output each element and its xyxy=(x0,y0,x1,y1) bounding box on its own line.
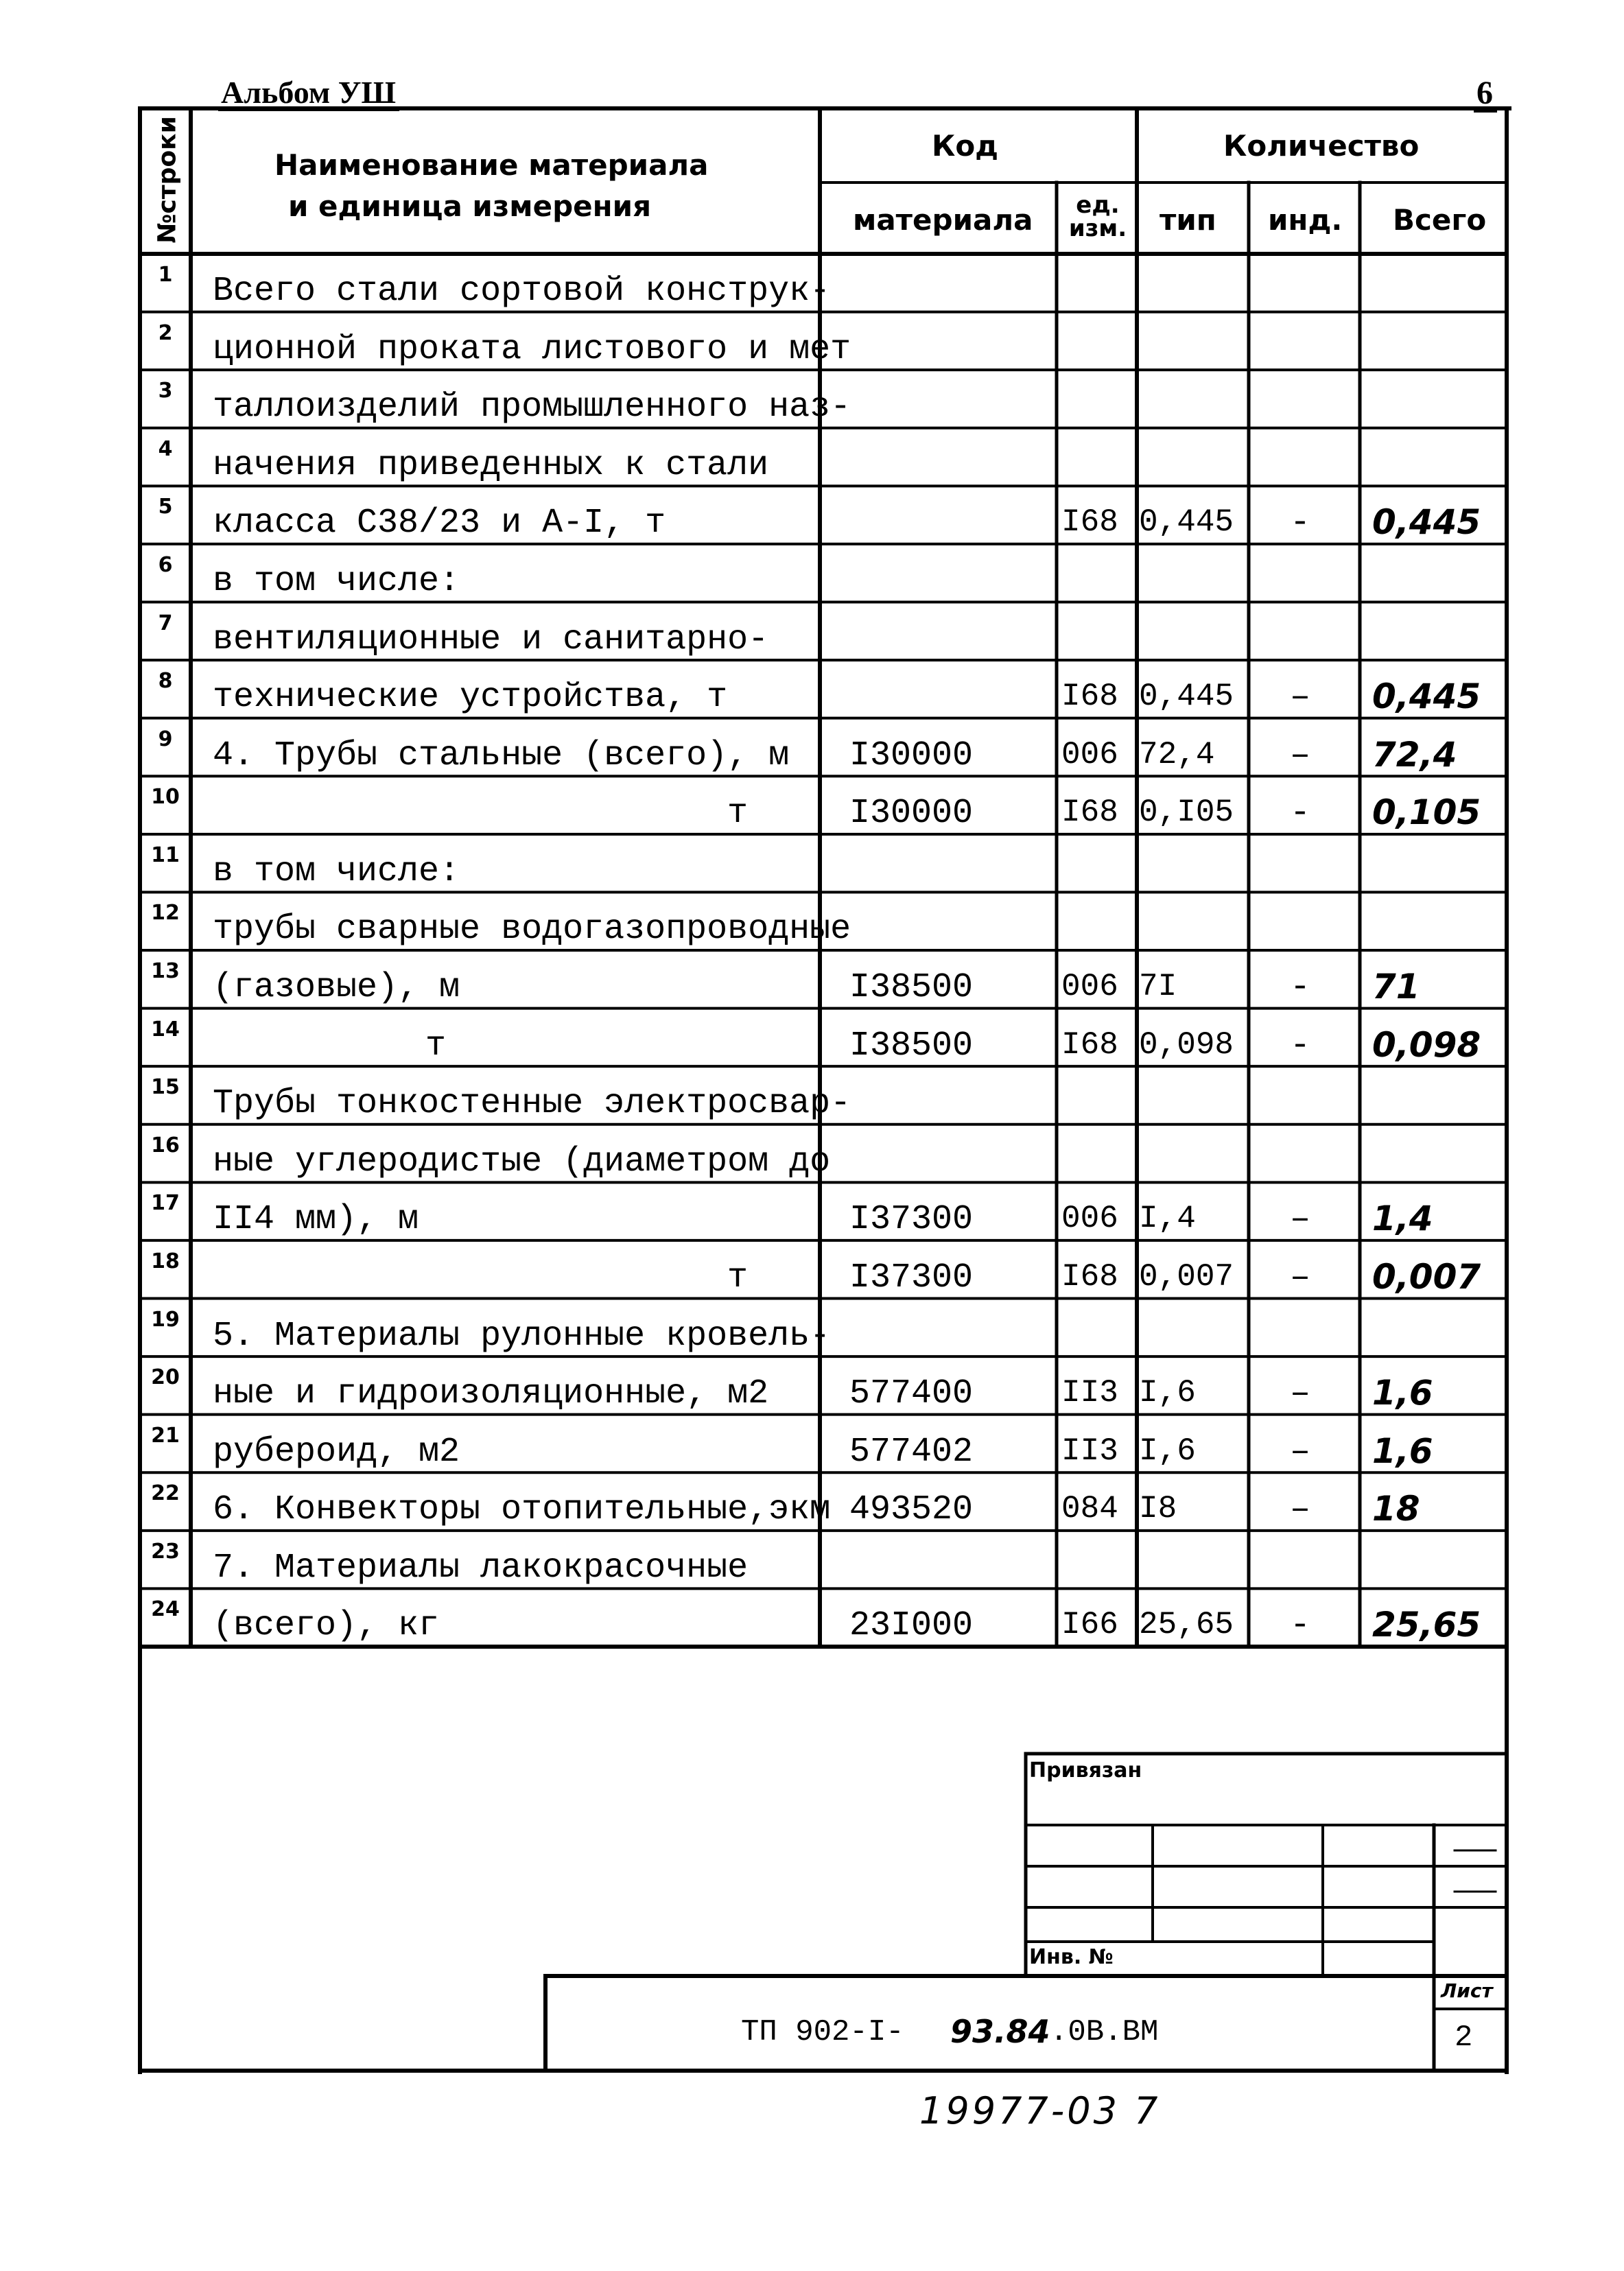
qty-total: 0,098 xyxy=(1372,1024,1481,1065)
material-code: 577400 xyxy=(849,1374,974,1414)
row-number: 2 xyxy=(158,320,173,345)
unit-code: I68 xyxy=(1061,679,1118,715)
material-name: в том числе: xyxy=(213,561,460,601)
material-name: Трубы тонкостенные электросвар- xyxy=(213,1084,851,1124)
row-number: 4 xyxy=(158,436,173,461)
qty-type-header: тип xyxy=(1160,203,1216,237)
qty-type: 7I xyxy=(1139,969,1177,1004)
qty-total: 0,445 xyxy=(1372,676,1481,717)
material-name: ные и гидроизоляционные, м2 xyxy=(213,1374,769,1414)
qty-ind: – xyxy=(1290,1374,1311,1414)
qty-type: 72,4 xyxy=(1139,736,1215,773)
material-name: 6. Конвекторы отопительные,экм xyxy=(213,1490,831,1530)
qty-type: 0,098 xyxy=(1139,1026,1234,1063)
name-header-line1: Наименование материала xyxy=(274,148,709,182)
row-number: 11 xyxy=(151,843,180,867)
material-code: 493520 xyxy=(849,1490,974,1530)
qty-total: 0,007 xyxy=(1372,1256,1481,1297)
qty-ind-header: инд. xyxy=(1268,203,1343,237)
material-name: рубероид, м2 xyxy=(213,1432,460,1472)
unit-code: II3 xyxy=(1061,1375,1118,1411)
unit-code: I68 xyxy=(1061,1026,1118,1063)
row-number: 3 xyxy=(158,379,173,403)
qty-total: 25,65 xyxy=(1372,1605,1481,1645)
row-number: 6 xyxy=(158,552,173,577)
stamp-privyazan: Привязан xyxy=(1029,1758,1142,1782)
row-number: 8 xyxy=(158,669,173,694)
row-number: 19 xyxy=(151,1307,180,1332)
material-code: 577402 xyxy=(849,1432,974,1472)
row-number: 12 xyxy=(151,901,180,926)
archive-number: 19977-03 7 xyxy=(919,2089,1161,2132)
qty-total: 1,6 xyxy=(1372,1373,1433,1413)
material-name: т xyxy=(727,1258,749,1297)
material-name: 5. Материалы рулонные кровель- xyxy=(213,1316,831,1356)
qty-type: 0,445 xyxy=(1139,679,1234,715)
material-name: ционной проката листового и мет xyxy=(213,329,851,369)
qty-total: 0,105 xyxy=(1372,792,1481,833)
unit-code: I68 xyxy=(1061,504,1118,541)
material-name: т xyxy=(425,1026,447,1066)
material-name: II4 мм), м xyxy=(213,1200,419,1240)
album-title: Альбом УШ xyxy=(221,75,396,110)
qty-type: I,6 xyxy=(1139,1375,1196,1411)
page-number: 6 xyxy=(1476,75,1493,111)
code-header: Код xyxy=(932,129,999,163)
row-number: 23 xyxy=(151,1539,180,1564)
qty-total: 0,445 xyxy=(1372,502,1481,543)
stamp-sheet-label: Лист xyxy=(1441,1979,1493,2002)
material-code: I37300 xyxy=(849,1200,974,1240)
row-number: 9 xyxy=(158,727,173,751)
row-number: 24 xyxy=(151,1597,180,1622)
row-number: 10 xyxy=(151,785,180,810)
qty-type: 0,I05 xyxy=(1139,795,1234,831)
row-number: 5 xyxy=(158,495,173,519)
material-code: I37300 xyxy=(849,1258,974,1297)
row-number: 1 xyxy=(158,263,173,287)
unit-code: 006 xyxy=(1061,1201,1118,1237)
stamp-designation-suffix: .0В.ВМ xyxy=(1050,2015,1159,2049)
material-name: класса С38/23 и А-I, т xyxy=(213,504,666,543)
qty-total-header: Всего xyxy=(1393,203,1487,237)
material-name: ные углеродистые (диаметром до xyxy=(213,1142,831,1181)
material-name: начения приведенных к стали xyxy=(213,445,769,485)
stamp-inv-no: Инв. № xyxy=(1029,1945,1114,1969)
unit-code: I68 xyxy=(1061,795,1118,831)
qty-type: 25,65 xyxy=(1139,1607,1234,1643)
unit-code: 084 xyxy=(1061,1491,1118,1527)
name-header-line2: и единица измерения xyxy=(288,189,652,223)
material-name: т xyxy=(727,794,749,834)
row-number: 21 xyxy=(151,1423,180,1448)
qty-total: 18 xyxy=(1372,1489,1420,1529)
row-number-header: №строки xyxy=(153,116,182,244)
material-code: I38500 xyxy=(849,1026,974,1066)
code-unit-header: ед. изм. xyxy=(1068,191,1127,242)
unit-code: 006 xyxy=(1061,736,1118,773)
material-name: 7. Материалы лакокрасочные xyxy=(213,1548,749,1588)
material-code: 23I000 xyxy=(849,1606,974,1646)
material-name: Всего стали сортовой конструк- xyxy=(213,272,831,311)
material-code: I38500 xyxy=(849,968,974,1007)
row-number: 16 xyxy=(151,1133,180,1157)
material-code: I30000 xyxy=(849,794,974,834)
unit-code: I66 xyxy=(1061,1607,1118,1643)
qty-ind: – xyxy=(1290,736,1311,775)
qty-type: I,6 xyxy=(1139,1433,1196,1469)
qty-ind: - xyxy=(1290,1026,1311,1066)
material-code: I30000 xyxy=(849,736,974,775)
qty-ind: - xyxy=(1290,504,1311,543)
row-number: 18 xyxy=(151,1249,180,1273)
quantity-header: Количество xyxy=(1223,129,1420,163)
qty-total: 71 xyxy=(1372,967,1420,1007)
stamp-designation: ТП 902-I- xyxy=(741,2015,904,2049)
qty-type: 0,445 xyxy=(1139,504,1234,541)
row-number: 13 xyxy=(151,959,180,983)
qty-ind: - xyxy=(1290,794,1311,834)
qty-total: 1,6 xyxy=(1372,1431,1433,1471)
material-name: (всего), кг xyxy=(213,1606,440,1646)
row-number: 15 xyxy=(151,1075,180,1100)
material-name: 4. Трубы стальные (всего), м xyxy=(213,736,790,775)
row-number: 17 xyxy=(151,1191,180,1216)
row-number: 20 xyxy=(151,1365,180,1390)
qty-ind: – xyxy=(1290,1490,1311,1530)
material-name: технические устройства, т xyxy=(213,678,728,718)
stamp-sheet-number: 2 xyxy=(1455,2021,1473,2055)
qty-ind: – xyxy=(1290,678,1311,718)
qty-type: I8 xyxy=(1139,1491,1177,1527)
qty-total: 72,4 xyxy=(1372,734,1457,775)
qty-type: 0,007 xyxy=(1139,1258,1234,1295)
qty-ind: – xyxy=(1290,1258,1311,1297)
row-number: 14 xyxy=(151,1017,180,1042)
unit-code: 006 xyxy=(1061,969,1118,1004)
qty-ind: – xyxy=(1290,1200,1311,1240)
stamp-designation-hand: 93.84 xyxy=(950,2013,1050,2050)
qty-type: I,4 xyxy=(1139,1201,1196,1237)
qty-ind: – xyxy=(1290,1432,1311,1472)
unit-code: I68 xyxy=(1061,1258,1118,1295)
row-number: 22 xyxy=(151,1481,180,1506)
material-name: (газовые), м xyxy=(213,968,460,1007)
qty-ind: - xyxy=(1290,1606,1311,1646)
qty-total: 1,4 xyxy=(1372,1199,1433,1239)
material-name: трубы сварные водогазопроводные xyxy=(213,910,851,950)
qty-ind: - xyxy=(1290,968,1311,1007)
material-name: вентиляционные и санитарно- xyxy=(213,620,769,659)
unit-code: II3 xyxy=(1061,1433,1118,1469)
material-name: в том числе: xyxy=(213,851,460,891)
row-number: 7 xyxy=(158,611,173,635)
code-material-header: материала xyxy=(853,203,1033,237)
material-name: таллоизделий промышленного наз- xyxy=(213,388,851,427)
